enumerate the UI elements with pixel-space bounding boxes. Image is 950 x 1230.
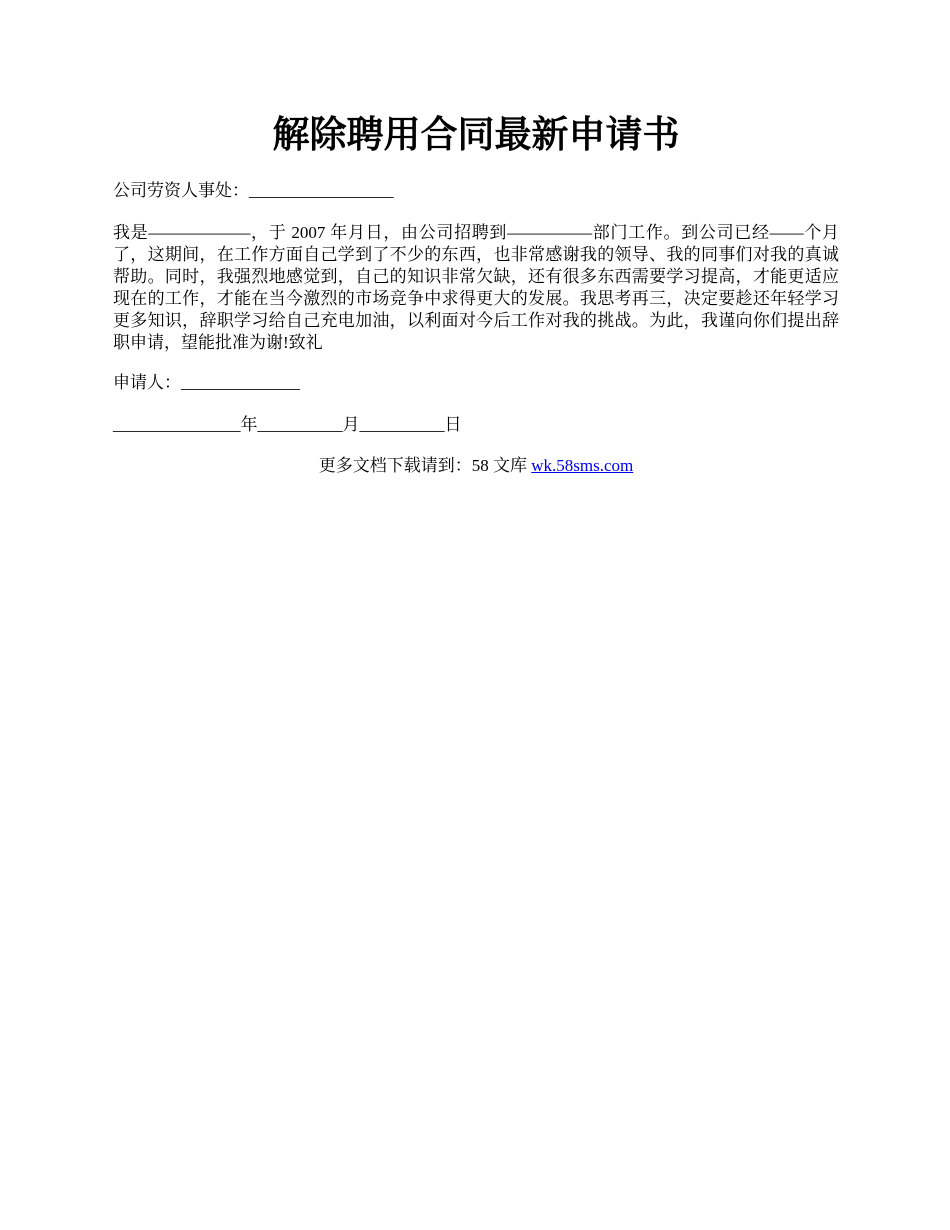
date-line: _______________年__________月__________日 xyxy=(113,415,462,434)
footer xyxy=(113,455,839,477)
body-paragraph: 我是——————，于 2007 年月日，由公司招聘到—————部门工作。到公司已经——个月了，这期间，在工作方面自己学到了不少的东西，也非常感谢我的领导、我的同事们对我的真诚帮助。同时，我强烈地感觉到，自己的知识非常欠缺，还有很多东西需要学习提高，才能更适应现在的工作，才能在当今激烈的市场竞争中求得更大的发展。我思考再三，决定要趁还年轻学习更多知识，辞职学习给自己充电加油，以利面对今后工作对我的挑战。为此，我谨向你们提出辞职申请，望能批准为谢!致礼 xyxy=(113,223,839,352)
footer-text: 更多文档下载请到：58 文库 xyxy=(318,456,532,475)
footer-link[interactable]: wk.58sms.com xyxy=(531,456,634,475)
applicant-line: 申请人：______________ xyxy=(113,373,300,392)
document-title: 解除聘用合同最新申请书 xyxy=(272,115,680,156)
addressee-line: 公司劳资人事处：_________________ xyxy=(113,181,394,200)
